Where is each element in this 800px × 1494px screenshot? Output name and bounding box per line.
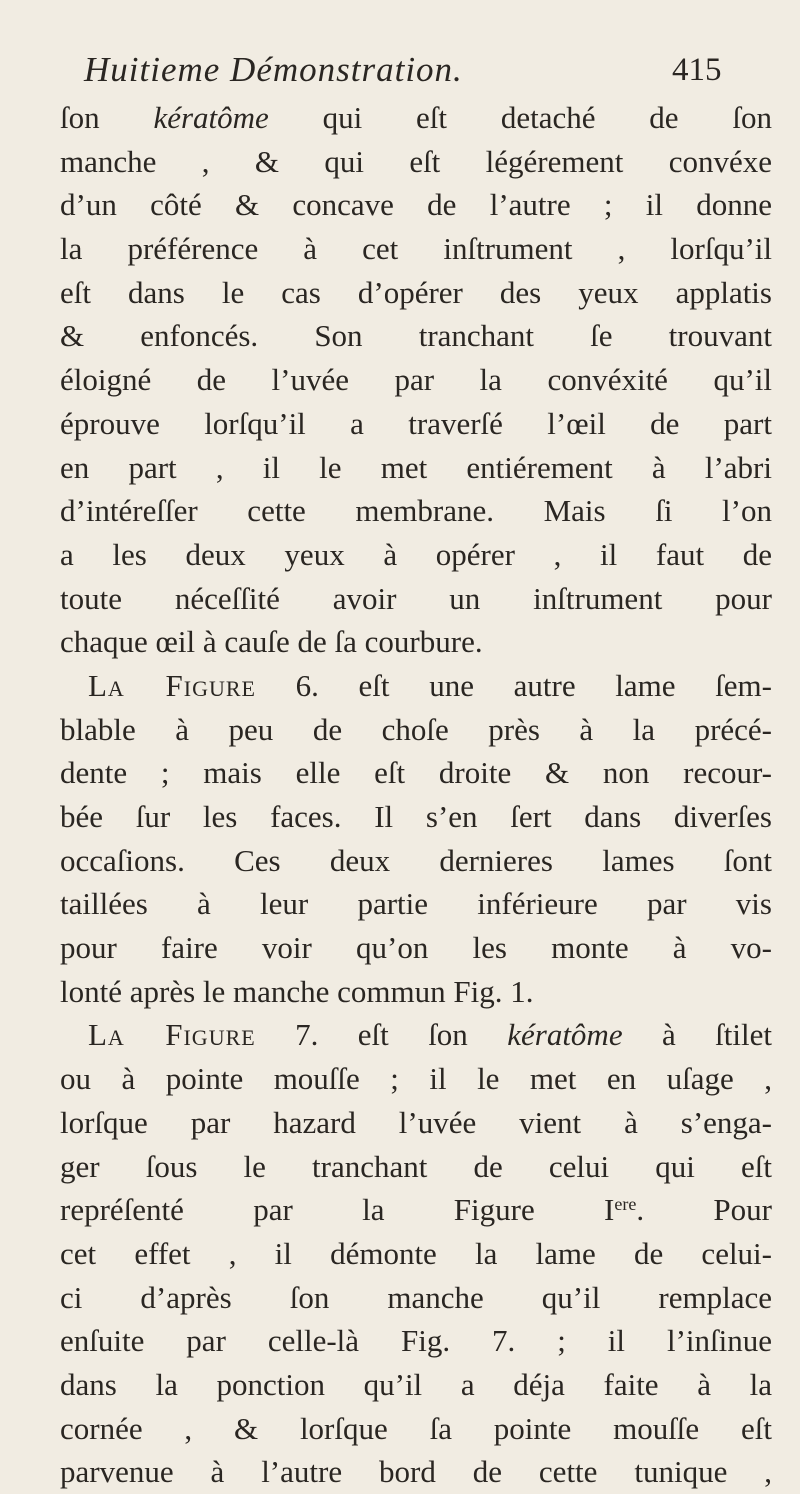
line-text: & enfoncés. Son tranchant ſe trouvant — [60, 318, 772, 354]
text-line — [60, 708, 772, 752]
text-line — [60, 1450, 772, 1494]
text-line — [60, 970, 772, 1014]
line-text: en part , il le met entiérement à l’abri — [60, 449, 772, 485]
figure-reference: La Figure — [88, 1017, 256, 1053]
text-line — [60, 620, 772, 664]
line-text: éprouve lorſqu’il a traverſé l’œil de part — [60, 405, 772, 441]
line-text: dente ; mais elle eſt droite & non recour- — [60, 755, 772, 791]
text-line — [60, 1319, 772, 1363]
line-text: bée ſur les faces. Il s’en ſert dans diverſes — [60, 799, 772, 834]
text-line — [60, 795, 772, 839]
line-text: taillées à leur partie inférieure par vis — [60, 886, 772, 922]
line-text: ou à pointe mouſſe ; il le met en uſage , — [60, 1061, 772, 1097]
text-line — [60, 664, 772, 708]
text-line — [60, 1232, 772, 1276]
text-line — [60, 314, 772, 358]
superscript: ere — [614, 1194, 637, 1215]
line-text: 7. eſt ſon — [255, 1017, 508, 1053]
text-line — [60, 1188, 772, 1232]
text-line — [60, 183, 772, 227]
text-line — [60, 1407, 772, 1451]
line-text: a les deux yeux à opérer , il faut de — [60, 536, 772, 572]
text-line — [60, 96, 772, 140]
line-text: ſon — [60, 100, 154, 135]
line-text: chaque œil à cauſe de ſa courbure. — [60, 624, 483, 660]
line-text: lorſque par hazard l’uvée vient à s’enga- — [60, 1104, 772, 1140]
text-line — [60, 926, 772, 970]
text-line — [60, 1276, 772, 1320]
line-text: . Pour — [636, 1192, 772, 1228]
line-text: 6. eſt une autre lame ſem- — [255, 667, 772, 703]
line-text: dans la ponction qu’il a déja faite à la — [60, 1366, 772, 1402]
text-line — [60, 839, 772, 883]
text-line — [60, 1101, 772, 1145]
text-line — [60, 577, 772, 621]
line-text: ger ſous le tranchant de celui qui eſt — [60, 1148, 772, 1184]
line-text: à ſtilet — [622, 1017, 772, 1053]
text-line — [60, 1013, 772, 1057]
line-text: éloigné de l’uvée par la convéxité qu’il — [60, 362, 772, 398]
text-line — [60, 140, 772, 184]
body-text — [60, 96, 772, 1494]
line-text: eſt dans le cas d’opérer des yeux applatis — [60, 274, 772, 310]
text-line — [60, 358, 772, 402]
line-text: parvenue à l’autre bord de cette tunique , — [60, 1454, 772, 1490]
figure-reference: La Figure — [88, 667, 256, 703]
text-line — [60, 402, 772, 446]
page-header — [84, 40, 764, 100]
page-number: 415 — [672, 52, 722, 88]
line-text: d’un côté & concave de l’autre ; il donne — [60, 187, 772, 223]
line-text: enſuite par celle-là Fig. 7. ; il l’inſinue — [60, 1323, 772, 1359]
text-line — [60, 489, 772, 533]
line-text: qui eſt detaché de ſon — [268, 100, 772, 135]
text-line — [60, 751, 772, 795]
text-line — [60, 446, 772, 490]
text-line — [60, 533, 772, 577]
line-text: manche , & qui eſt légérement convéxe — [60, 143, 772, 179]
line-text: blable à peu de choſe près à la précé- — [60, 711, 772, 747]
text-line — [60, 227, 772, 271]
italic-term: kératôme — [153, 100, 269, 135]
line-text: ci d’après ſon manche qu’il remplace — [60, 1279, 772, 1315]
text-line — [60, 1145, 772, 1189]
line-text: pour faire voir qu’on les monte à vo- — [60, 930, 772, 966]
italic-term: kératôme — [507, 1017, 623, 1053]
text-line — [60, 882, 772, 926]
line-text: d’intéreſſer cette membrane. Mais ſi l’on — [60, 493, 772, 529]
line-text: toute néceſſité avoir un inſtrument pour — [60, 580, 772, 616]
line-text: cornée , & lorſque ſa pointe mouſſe eſt — [60, 1410, 772, 1446]
running-head: Huitieme Démonstration. — [84, 50, 463, 89]
line-text: repréſenté par la Figure I — [60, 1192, 615, 1228]
line-text: lonté après le manche commun Fig. 1. — [60, 973, 534, 1009]
text-line — [60, 271, 772, 315]
line-text: cet effet , il démonte la lame de celui- — [60, 1235, 772, 1271]
text-line — [60, 1363, 772, 1407]
text-line — [60, 1057, 772, 1101]
line-text: occaſions. Ces deux dernieres lames ſont — [60, 842, 772, 878]
line-text: la préférence à cet inſtrument , lorſqu’il — [60, 231, 772, 267]
